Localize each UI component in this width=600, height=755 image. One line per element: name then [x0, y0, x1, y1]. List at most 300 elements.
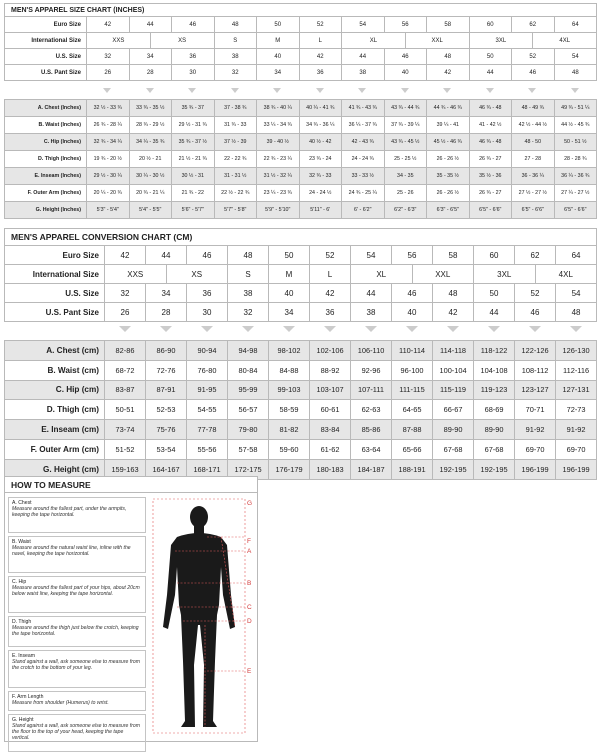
- row-label: International Size: [5, 33, 87, 49]
- measure-instruction-text: Stand against a wall, ask someone else to measure from the crotch to the bottom of your leg.: [12, 659, 140, 672]
- measurement-cell: 5'11" - 6': [299, 202, 342, 219]
- measurement-cell: 86-90: [146, 341, 187, 361]
- figure-marker-label: G: [247, 500, 253, 507]
- measurement-row: [5, 117, 597, 134]
- measurement-cell: 188-191: [392, 459, 433, 479]
- measurement-cell: 6'5" - 6'6": [469, 202, 512, 219]
- measure-instructions-list: [8, 497, 146, 755]
- row-label: International Size: [5, 265, 105, 284]
- measurement-cell: 20 ¼ - 20 ¾: [87, 185, 130, 202]
- measurement-cell: 119-123: [474, 380, 515, 400]
- measure-instruction: [8, 616, 146, 647]
- row-label: Euro Size: [5, 17, 87, 33]
- measurement-cell: 118-122: [474, 341, 515, 361]
- measurement-cell: 104-108: [474, 360, 515, 380]
- down-arrow-icon: [443, 88, 451, 93]
- measurement-cell: 6'2" - 6'3": [384, 202, 427, 219]
- measurement-cell: 192-195: [433, 459, 474, 479]
- measurement-cell: 26 - 26 ½: [427, 185, 470, 202]
- measurement-cell: 23 ¾ - 24: [299, 151, 342, 168]
- measurement-cell: 98-102: [269, 341, 310, 361]
- international-size-cell: L: [310, 265, 351, 284]
- figure-marker-label: F: [247, 538, 251, 545]
- measurement-row: [5, 341, 597, 361]
- size-cell: 42: [105, 246, 146, 265]
- size-cell: 54: [554, 49, 597, 65]
- measurement-cell: 31 ½ - 32 ¼: [257, 168, 300, 185]
- measurement-cell: 35 ½ - 36: [469, 168, 512, 185]
- measurement-cell: 63-64: [351, 439, 392, 459]
- row-label: G. Height (Inches): [5, 202, 87, 219]
- measurement-cell: 68-72: [105, 360, 146, 380]
- row-label: C. Hip (cm): [5, 380, 105, 400]
- row-label: B. Waist (cm): [5, 360, 105, 380]
- measurement-cell: 44 ¾ - 46 ¾: [427, 100, 470, 117]
- international-size-cell: 4XL: [535, 265, 597, 284]
- measurement-cell: 60-61: [310, 400, 351, 420]
- measurement-cell: 37 - 38 ¾: [214, 100, 257, 117]
- measurement-cell: 196-199: [556, 459, 597, 479]
- measurement-cell: 64-65: [392, 400, 433, 420]
- measurement-cell: 35 ¾ - 37: [172, 100, 215, 117]
- measurement-cell: 69-70: [515, 439, 556, 459]
- measurement-cell: 26 ¾ - 28 ¼: [87, 117, 130, 134]
- cm-measurement-table: [4, 340, 597, 480]
- measurement-cell: 37 ¾ - 39 ¼: [384, 117, 427, 134]
- measurement-cell: 46 ¾ - 48: [469, 134, 512, 151]
- measurement-cell: 57-58: [228, 439, 269, 459]
- measurement-cell: 34 - 35: [384, 168, 427, 185]
- inch-size-table: [4, 3, 597, 81]
- row-label: G. Height (cm): [5, 459, 105, 479]
- measurement-cell: 55-56: [187, 439, 228, 459]
- row-label: F. Outer Arm (Inches): [5, 185, 87, 202]
- measurement-cell: 49 ¾ - 51 ¼: [554, 100, 597, 117]
- size-row: [5, 17, 597, 33]
- size-cell: 46: [515, 303, 556, 322]
- down-arrow-icon: [529, 326, 541, 332]
- size-cell: 54: [556, 284, 597, 303]
- measurement-cell: 34 ¼ - 35 ¾: [129, 134, 172, 151]
- size-row: [5, 284, 597, 303]
- measurement-cell: 30 ¼ - 30 ½: [129, 168, 172, 185]
- figure-marker-labels: [247, 500, 252, 675]
- measurement-cell: 5'3" - 5'4": [87, 202, 130, 219]
- measurement-cell: 41 ¾ - 43 ¾: [342, 100, 385, 117]
- measurement-cell: 29 ½ - 30 ¼: [87, 168, 130, 185]
- measurement-cell: 28 - 28 ¾: [554, 151, 597, 168]
- size-cell: 30: [187, 303, 228, 322]
- measurement-cell: 35 - 35 ½: [427, 168, 470, 185]
- measurement-cell: 35 ¾ - 37 ½: [172, 134, 215, 151]
- measurement-cell: 99-103: [269, 380, 310, 400]
- measurement-cell: 62-63: [351, 400, 392, 420]
- measurement-cell: 65-66: [392, 439, 433, 459]
- measurement-cell: 52-53: [146, 400, 187, 420]
- measurement-cell: 68-69: [474, 400, 515, 420]
- how-to-measure-panel: [4, 476, 258, 742]
- measurement-cell: 89-90: [474, 420, 515, 440]
- measure-instruction-text: Measure around the natural waist line, inline with the navel, keeping the tape horizontal.: [12, 545, 131, 558]
- measurement-row: [5, 151, 597, 168]
- measurement-cell: 102-106: [310, 341, 351, 361]
- measurement-cell: 5'6" - 5'7": [172, 202, 215, 219]
- figure-marker-label: B: [247, 580, 252, 587]
- international-size-cell: XL: [342, 33, 406, 49]
- international-size-cell: XS: [150, 33, 214, 49]
- measurement-cell: 43 ¾ - 44 ¾: [384, 100, 427, 117]
- measurement-cell: 85-86: [351, 420, 392, 440]
- down-arrow-icon: [103, 88, 111, 93]
- size-cell: 48: [433, 284, 474, 303]
- down-arrow-icon: [242, 326, 254, 332]
- measurement-cell: 77-78: [187, 420, 228, 440]
- measurement-cell: 50 - 51 ½: [554, 134, 597, 151]
- size-cell: 38: [228, 284, 269, 303]
- measurement-cell: 84-88: [269, 360, 310, 380]
- size-cell: 62: [515, 246, 556, 265]
- size-row: [5, 65, 597, 81]
- measurement-cell: 22 - 22 ¾: [214, 151, 257, 168]
- figure-marker-label: D: [247, 618, 252, 625]
- size-row: [5, 246, 597, 265]
- measurement-cell: 50-51: [105, 400, 146, 420]
- measurement-cell: 22 ¾ - 23 ¼: [257, 151, 300, 168]
- measure-instruction-heading: D. Thigh: [12, 619, 32, 625]
- measurement-cell: 23 ¼ - 23 ¾: [257, 185, 300, 202]
- down-arrow-icon: [571, 88, 579, 93]
- size-cell: 40: [392, 303, 433, 322]
- measurement-cell: 6'5" - 6'6": [554, 202, 597, 219]
- measure-instruction: [8, 714, 146, 752]
- international-size-cell: M: [269, 265, 310, 284]
- measurement-cell: 33 ¾ - 35 ½: [129, 100, 172, 117]
- down-arrow-icon: [447, 326, 459, 332]
- measurement-cell: 27 ½ - 27 ½: [512, 185, 555, 202]
- measurement-cell: 92-96: [351, 360, 392, 380]
- size-cell: 54: [351, 246, 392, 265]
- size-cell: 36: [172, 49, 215, 65]
- measurement-cell: 31 - 31 ½: [214, 168, 257, 185]
- international-size-cell: XXL: [412, 265, 474, 284]
- size-cell: 34: [129, 49, 172, 65]
- row-label: E. Inseam (cm): [5, 420, 105, 440]
- measurement-cell: 26 ¾ - 27: [469, 151, 512, 168]
- measure-instruction: [8, 497, 146, 533]
- measurement-cell: 89-90: [433, 420, 474, 440]
- size-cell: 42: [427, 65, 470, 81]
- measurement-row: [5, 202, 597, 219]
- down-arrow-icon: [358, 88, 366, 93]
- measurement-row: [5, 420, 597, 440]
- measurement-cell: 36 ¼ - 36 ¾: [554, 168, 597, 185]
- measurement-row: [5, 380, 597, 400]
- measurement-cell: 90-94: [187, 341, 228, 361]
- size-cell: 50: [269, 246, 310, 265]
- measurement-cell: 30 ½ - 31: [172, 168, 215, 185]
- measurement-cell: 112-116: [556, 360, 597, 380]
- measurement-cell: 58-59: [269, 400, 310, 420]
- measurement-cell: 83-84: [310, 420, 351, 440]
- measurement-cell: 44 ½ - 45 ¾: [554, 117, 597, 134]
- measurement-cell: 39 ¼ - 41: [427, 117, 470, 134]
- international-size-cell: L: [299, 33, 342, 49]
- size-cell: 50: [257, 17, 300, 33]
- measurement-cell: 27 ¼ - 27 ½: [554, 185, 597, 202]
- size-cell: 46: [384, 49, 427, 65]
- size-cell: 46: [187, 246, 228, 265]
- measurement-cell: 6'5" - 6'6": [512, 202, 555, 219]
- row-label: U.S. Pant Size: [5, 65, 87, 81]
- measurement-cell: 36 - 36 ¼: [512, 168, 555, 185]
- measurement-cell: 5'4" - 5'5": [129, 202, 172, 219]
- measurement-row: [5, 360, 597, 380]
- size-cell: 62: [512, 17, 555, 33]
- down-arrow-icon: [283, 326, 295, 332]
- measurement-cell: 67-68: [433, 439, 474, 459]
- down-arrow-icon: [570, 326, 582, 332]
- size-cell: 34: [257, 65, 300, 81]
- size-cell: 50: [474, 284, 515, 303]
- measurement-cell: 27 - 28: [512, 151, 555, 168]
- down-arrow-icon: [486, 88, 494, 93]
- down-arrow-icon: [188, 88, 196, 93]
- measurement-cell: 172-175: [228, 459, 269, 479]
- measure-instruction-heading: G. Height: [12, 717, 34, 723]
- measurement-cell: 20 ½ - 21: [129, 151, 172, 168]
- down-arrow-icon: [146, 88, 154, 93]
- row-label: A. Chest (cm): [5, 341, 105, 361]
- size-cell: 50: [469, 49, 512, 65]
- size-cell: 28: [129, 65, 172, 81]
- measurement-cell: 126-130: [556, 341, 597, 361]
- down-arrow-icon: [528, 88, 536, 93]
- measurement-cell: 41 - 42 ½: [469, 117, 512, 134]
- measurement-cell: 107-111: [351, 380, 392, 400]
- measurement-cell: 122-126: [515, 341, 556, 361]
- down-arrow-icon: [160, 326, 172, 332]
- size-cell: 32: [228, 303, 269, 322]
- measurement-cell: 53-54: [146, 439, 187, 459]
- international-size-row: [5, 265, 597, 284]
- measurement-cell: 159-163: [105, 459, 146, 479]
- size-cell: 26: [105, 303, 146, 322]
- measurement-cell: 45 ½ - 46 ¾: [427, 134, 470, 151]
- size-cell: 52: [310, 246, 351, 265]
- measurement-cell: 91-92: [515, 420, 556, 440]
- size-cell: 48: [554, 65, 597, 81]
- figure-marker-label: C: [247, 604, 252, 611]
- measurement-cell: 32 ¾ - 34 ¼: [87, 134, 130, 151]
- measurement-cell: 5'7" - 5'8": [214, 202, 257, 219]
- size-cell: 44: [351, 284, 392, 303]
- inch-chart-title: MEN'S APPAREL SIZE CHART (INCHES): [5, 4, 597, 17]
- international-size-cell: S: [214, 33, 257, 49]
- size-cell: 48: [427, 49, 470, 65]
- measurement-cell: 91-92: [556, 420, 597, 440]
- size-cell: 48: [214, 17, 257, 33]
- measurement-cell: 21 ¾ - 22: [172, 185, 215, 202]
- measurement-cell: 61-62: [310, 439, 351, 459]
- measurement-cell: 6' - 6'2": [342, 202, 385, 219]
- size-cell: 58: [427, 17, 470, 33]
- down-arrow-icon: [273, 88, 281, 93]
- size-cell: 38: [214, 49, 257, 65]
- measurement-cell: 69-70: [556, 439, 597, 459]
- down-arrow-icon: [406, 326, 418, 332]
- size-cell: 28: [146, 303, 187, 322]
- measure-instruction-heading: F. Arm Length: [12, 694, 44, 700]
- measurement-cell: 54-55: [187, 400, 228, 420]
- row-label: U.S. Size: [5, 49, 87, 65]
- size-cell: 36: [310, 303, 351, 322]
- measurement-cell: 82-86: [105, 341, 146, 361]
- measurement-cell: 40 ¼ - 41 ¾: [299, 100, 342, 117]
- size-cell: 36: [187, 284, 228, 303]
- measurement-cell: 48 - 49 ¾: [512, 100, 555, 117]
- measurement-cell: 43 ¾ - 45 ½: [384, 134, 427, 151]
- size-cell: 42: [299, 49, 342, 65]
- measurement-cell: 67-68: [474, 439, 515, 459]
- measurement-cell: 59-60: [269, 439, 310, 459]
- size-row: [5, 49, 597, 65]
- measurement-cell: 88-92: [310, 360, 351, 380]
- size-cell: 34: [269, 303, 310, 322]
- down-arrow-icon: [316, 88, 324, 93]
- measurement-cell: 32 ¾ - 33: [299, 168, 342, 185]
- measurement-row: [5, 400, 597, 420]
- measurement-cell: 80-84: [228, 360, 269, 380]
- size-cell: 26: [87, 65, 130, 81]
- measurement-cell: 32 ½ - 33 ¾: [87, 100, 130, 117]
- size-cell: 34: [146, 284, 187, 303]
- measurement-cell: 96-100: [392, 360, 433, 380]
- measurement-cell: 75-76: [146, 420, 187, 440]
- measurement-row: [5, 100, 597, 117]
- row-label: F. Outer Arm (cm): [5, 439, 105, 459]
- row-label: Euro Size: [5, 246, 105, 265]
- size-cell: 56: [384, 17, 427, 33]
- measurement-cell: 114-118: [433, 341, 474, 361]
- down-arrow-icon: [401, 88, 409, 93]
- cm-arrow-row: [4, 324, 596, 338]
- measurement-cell: 73-74: [105, 420, 146, 440]
- inch-measurement-table: [4, 99, 597, 219]
- international-size-cell: XXS: [105, 265, 167, 284]
- measurement-cell: 94-98: [228, 341, 269, 361]
- measurement-cell: 168-171: [187, 459, 228, 479]
- size-cell: 54: [342, 17, 385, 33]
- measurement-cell: 164-167: [146, 459, 187, 479]
- row-label: U.S. Pant Size: [5, 303, 105, 322]
- measurement-cell: 48 - 50: [512, 134, 555, 151]
- measurement-cell: 29 ½ - 31 ¾: [172, 117, 215, 134]
- measurement-cell: 21 ½ - 21 ¾: [172, 151, 215, 168]
- international-size-cell: 4XL: [533, 33, 597, 49]
- measurement-cell: 76-80: [187, 360, 228, 380]
- size-cell: 32: [87, 49, 130, 65]
- measurement-cell: 91-95: [187, 380, 228, 400]
- size-cell: 56: [392, 246, 433, 265]
- international-size-cell: S: [228, 265, 269, 284]
- measurement-cell: 115-119: [433, 380, 474, 400]
- size-cell: 42: [433, 303, 474, 322]
- down-arrow-icon: [365, 326, 377, 332]
- measurement-row: [5, 134, 597, 151]
- row-label: D. Thigh (Inches): [5, 151, 87, 168]
- measurement-cell: 87-88: [392, 420, 433, 440]
- measure-instruction-heading: E. Inseam: [12, 653, 35, 659]
- measurement-cell: 111-115: [392, 380, 433, 400]
- measurement-cell: 46 ¾ - 48: [469, 100, 512, 117]
- measure-instruction: [8, 691, 146, 711]
- body-measurement-figure: [147, 495, 255, 739]
- down-arrow-icon: [201, 326, 213, 332]
- measurement-cell: 83-87: [105, 380, 146, 400]
- cm-chart-title: MEN'S APPAREL CONVERSION CHART (CM): [5, 229, 597, 246]
- measurement-cell: 81-82: [269, 420, 310, 440]
- size-cell: 58: [433, 246, 474, 265]
- size-cell: 64: [556, 246, 597, 265]
- size-cell: 60: [469, 17, 512, 33]
- measurement-cell: 24 - 24 ¾: [342, 151, 385, 168]
- down-arrow-icon: [119, 326, 131, 332]
- row-label: E. Inseam (Inches): [5, 168, 87, 185]
- international-size-row: [5, 33, 597, 49]
- measurement-cell: 20 ¾ - 21 ¼: [129, 185, 172, 202]
- measurement-cell: 28 ¾ - 29 ½: [129, 117, 172, 134]
- size-cell: 52: [515, 284, 556, 303]
- measurement-cell: 103-107: [310, 380, 351, 400]
- measurement-cell: 192-195: [474, 459, 515, 479]
- size-cell: 44: [469, 65, 512, 81]
- size-cell: 42: [87, 17, 130, 33]
- measurement-cell: 196-199: [515, 459, 556, 479]
- size-cell: 48: [556, 303, 597, 322]
- measure-instruction: [8, 536, 146, 573]
- size-cell: 48: [228, 246, 269, 265]
- size-cell: 64: [554, 17, 597, 33]
- measurement-cell: 26 ¾ - 27: [469, 185, 512, 202]
- measurement-cell: 176-179: [269, 459, 310, 479]
- row-label: B. Waist (Inches): [5, 117, 87, 134]
- international-size-cell: XXS: [87, 33, 151, 49]
- measurement-cell: 39 - 40 ½: [257, 134, 300, 151]
- measurement-cell: 72-73: [556, 400, 597, 420]
- measurement-cell: 110-114: [392, 341, 433, 361]
- measurement-cell: 70-71: [515, 400, 556, 420]
- measurement-cell: 22 ½ - 22 ¾: [214, 185, 257, 202]
- measurement-row: [5, 168, 597, 185]
- row-label: U.S. Size: [5, 284, 105, 303]
- size-cell: 46: [512, 65, 555, 81]
- measure-instruction: [8, 650, 146, 688]
- measurement-cell: 37 ½ - 39: [214, 134, 257, 151]
- size-cell: 30: [172, 65, 215, 81]
- measurement-cell: 26 - 26 ½: [427, 151, 470, 168]
- measurement-cell: 25 - 25 ½: [384, 151, 427, 168]
- measure-instruction-heading: B. Waist: [12, 539, 31, 545]
- measurement-cell: 19 ¾ - 20 ½: [87, 151, 130, 168]
- size-cell: 40: [384, 65, 427, 81]
- size-cell: 46: [392, 284, 433, 303]
- row-label: A. Chest (Inches): [5, 100, 87, 117]
- size-cell: 32: [214, 65, 257, 81]
- figure-marker-label: A: [247, 548, 252, 555]
- size-cell: 46: [172, 17, 215, 33]
- measurement-row: [5, 185, 597, 202]
- measurement-cell: 40 ½ - 42: [299, 134, 342, 151]
